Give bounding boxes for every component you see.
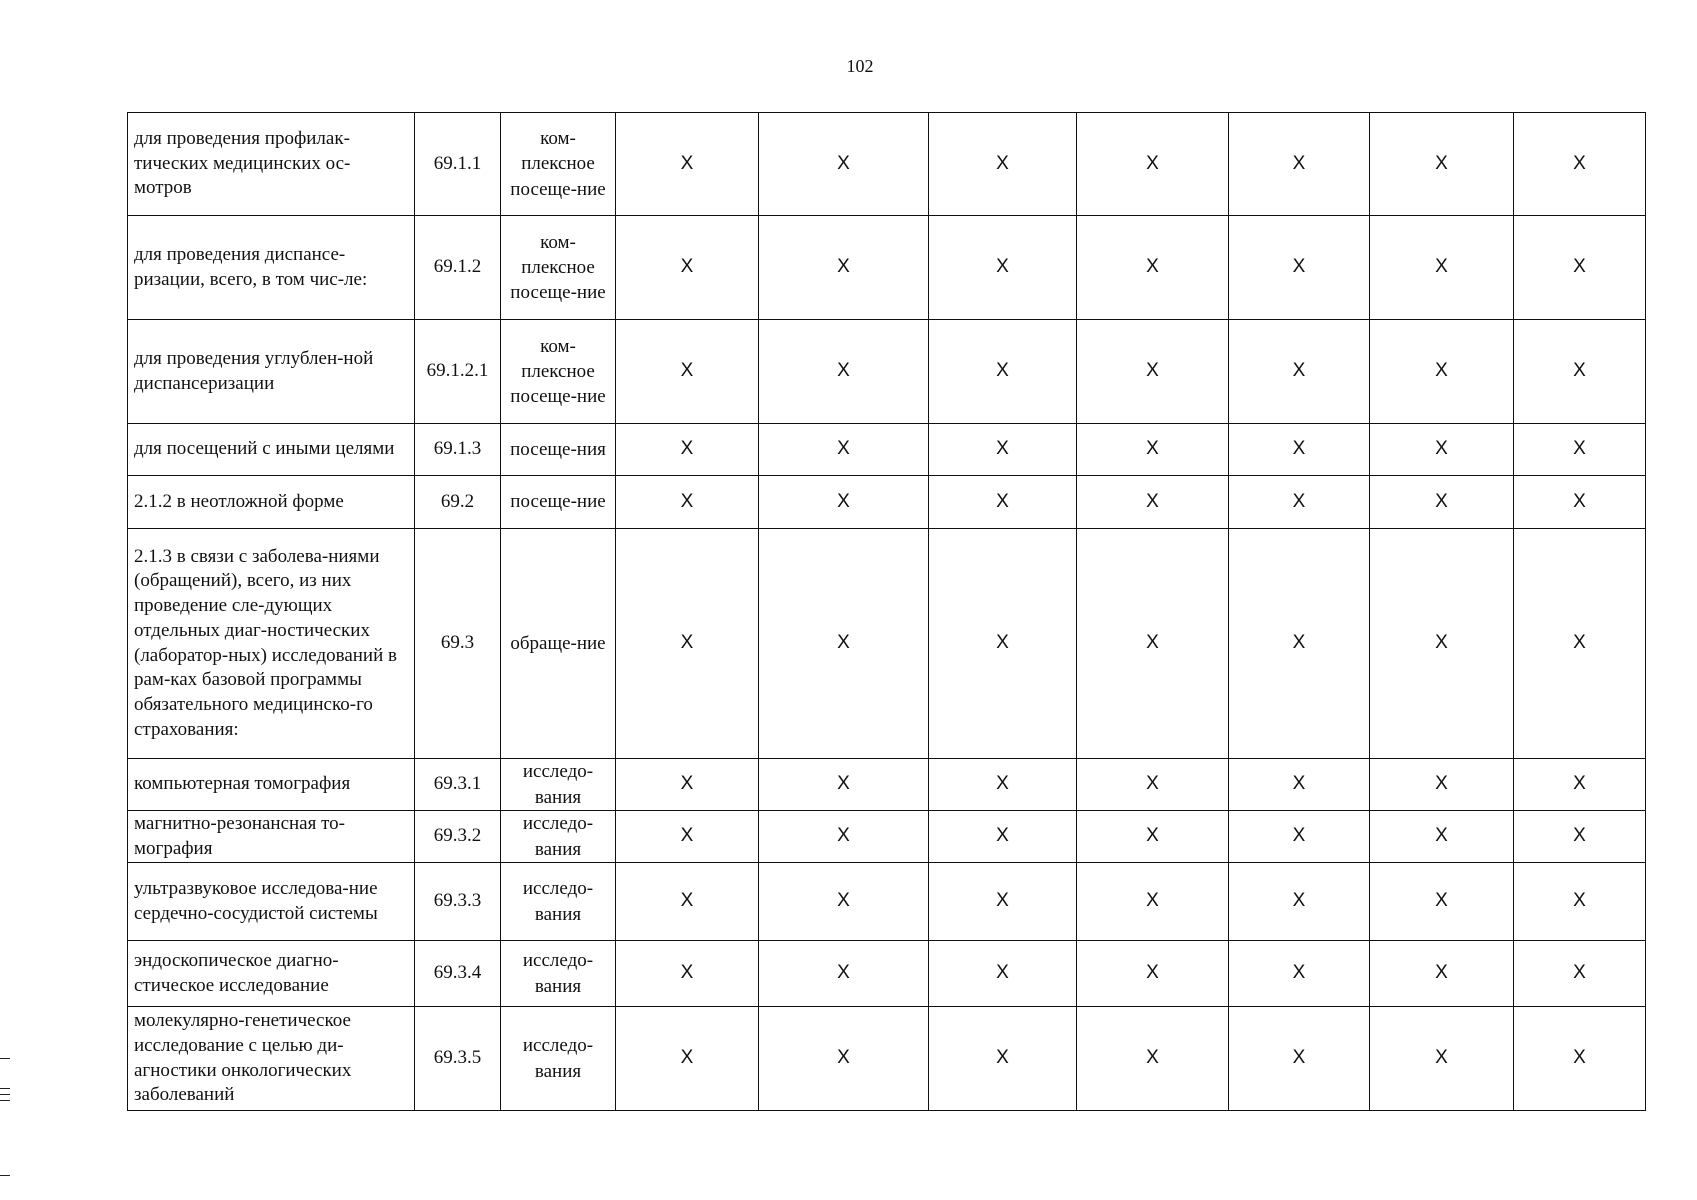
row-code: 69.3.3 (415, 863, 501, 941)
x-mark-cell: Х (616, 424, 759, 476)
x-mark-cell: Х (1229, 113, 1370, 216)
x-mark-cell: Х (1370, 476, 1514, 529)
x-mark-cell: Х (1514, 476, 1646, 529)
table-row (128, 811, 1646, 863)
x-mark-cell: Х (1229, 476, 1370, 529)
x-mark-cell: Х (616, 759, 759, 811)
row-code: 69.1.2 (415, 216, 501, 320)
x-mark-cell: Х (616, 320, 759, 424)
x-mark-cell: Х (759, 113, 929, 216)
x-mark-cell: Х (759, 863, 929, 941)
x-mark-cell: Х (616, 1007, 759, 1111)
x-mark-cell: Х (616, 529, 759, 759)
x-mark-cell: Х (1514, 1007, 1646, 1111)
row-unit: исследо-вания (501, 811, 616, 863)
row-code: 69.1.2.1 (415, 320, 501, 424)
x-mark-cell: Х (1229, 529, 1370, 759)
table-row (128, 529, 1646, 759)
table-row (128, 941, 1646, 1007)
x-mark-cell: Х (1077, 529, 1229, 759)
x-mark-cell: Х (929, 529, 1077, 759)
margin-scan-mark (0, 1094, 10, 1095)
x-mark-cell: Х (759, 529, 929, 759)
margin-scan-mark (0, 1100, 10, 1101)
row-code: 69.1.3 (415, 424, 501, 476)
x-mark-cell: Х (759, 811, 929, 863)
x-mark-cell: Х (1370, 424, 1514, 476)
data-table (127, 112, 1646, 1111)
table-row (128, 216, 1646, 320)
row-code: 69.1.1 (415, 113, 501, 216)
x-mark-cell: Х (616, 863, 759, 941)
row-code: 69.2 (415, 476, 501, 529)
x-mark-cell: Х (1229, 216, 1370, 320)
row-name: молекулярно-генетическое исследование с целью ди-агностики онкологических заболеваний (128, 1007, 415, 1111)
x-mark-cell: Х (1077, 1007, 1229, 1111)
x-mark-cell: Х (1229, 759, 1370, 811)
x-mark-cell: Х (1370, 863, 1514, 941)
row-unit: посеще-ние (501, 476, 616, 529)
row-code: 69.3.5 (415, 1007, 501, 1111)
row-name: для проведения профилак-тических медицинских ос-мотров (128, 113, 415, 216)
x-mark-cell: Х (1077, 759, 1229, 811)
x-mark-cell: Х (1229, 863, 1370, 941)
x-mark-cell: Х (1514, 320, 1646, 424)
row-code: 69.3.2 (415, 811, 501, 863)
x-mark-cell: Х (1370, 811, 1514, 863)
row-code: 69.3.4 (415, 941, 501, 1007)
x-mark-cell: Х (929, 811, 1077, 863)
row-unit: ком-плексное посеще-ние (501, 113, 616, 216)
row-code: 69.3.1 (415, 759, 501, 811)
x-mark-cell: Х (1077, 113, 1229, 216)
x-mark-cell: Х (929, 424, 1077, 476)
x-mark-cell: Х (929, 113, 1077, 216)
margin-scan-mark (0, 1175, 10, 1176)
row-unit: исследо-вания (501, 941, 616, 1007)
row-name: эндоскопическое диагно-стическое исследование (128, 941, 415, 1007)
x-mark-cell: Х (759, 320, 929, 424)
x-mark-cell: Х (1077, 320, 1229, 424)
x-mark-cell: Х (1514, 424, 1646, 476)
x-mark-cell: Х (1077, 941, 1229, 1007)
row-unit: исследо-вания (501, 1007, 616, 1111)
row-unit: обраще-ние (501, 529, 616, 759)
row-name: 2.1.2 в неотложной форме (128, 476, 415, 529)
x-mark-cell: Х (1370, 1007, 1514, 1111)
x-mark-cell: Х (1514, 113, 1646, 216)
row-unit: посеще-ния (501, 424, 616, 476)
row-unit: исследо-вания (501, 759, 616, 811)
table-row (128, 476, 1646, 529)
table-row (128, 759, 1646, 811)
x-mark-cell: Х (616, 811, 759, 863)
x-mark-cell: Х (1514, 216, 1646, 320)
x-mark-cell: Х (1077, 216, 1229, 320)
table-row (128, 863, 1646, 941)
x-mark-cell: Х (1077, 424, 1229, 476)
x-mark-cell: Х (1514, 811, 1646, 863)
x-mark-cell: Х (929, 476, 1077, 529)
row-name: компьютерная томография (128, 759, 415, 811)
x-mark-cell: Х (929, 216, 1077, 320)
x-mark-cell: Х (1370, 320, 1514, 424)
x-mark-cell: Х (1514, 759, 1646, 811)
x-mark-cell: Х (759, 216, 929, 320)
table-row (128, 320, 1646, 424)
table-body (128, 113, 1646, 1111)
x-mark-cell: Х (1229, 1007, 1370, 1111)
row-name: ультразвуковое исследова-ние сердечно-сосудистой системы (128, 863, 415, 941)
row-unit: ком-плексное посеще-ние (501, 320, 616, 424)
x-mark-cell: Х (1077, 476, 1229, 529)
row-name: магнитно-резонансная то-мография (128, 811, 415, 863)
row-unit: ком-плексное посеще-ние (501, 216, 616, 320)
row-unit: исследо-вания (501, 863, 616, 941)
row-name: для посещений с иными целями (128, 424, 415, 476)
x-mark-cell: Х (1229, 941, 1370, 1007)
table-row (128, 424, 1646, 476)
x-mark-cell: Х (759, 759, 929, 811)
x-mark-cell: Х (929, 759, 1077, 811)
margin-scan-mark (0, 1088, 10, 1089)
x-mark-cell: Х (1229, 424, 1370, 476)
x-mark-cell: Х (616, 216, 759, 320)
x-mark-cell: Х (1077, 863, 1229, 941)
x-mark-cell: Х (759, 476, 929, 529)
table-row (128, 1007, 1646, 1111)
x-mark-cell: Х (1514, 529, 1646, 759)
x-mark-cell: Х (759, 424, 929, 476)
row-name: для проведения углублен-ной диспансеризации (128, 320, 415, 424)
x-mark-cell: Х (616, 113, 759, 216)
x-mark-cell: Х (1370, 759, 1514, 811)
x-mark-cell: Х (616, 476, 759, 529)
margin-scan-mark (0, 1058, 10, 1059)
x-mark-cell: Х (929, 863, 1077, 941)
x-mark-cell: Х (759, 941, 929, 1007)
x-mark-cell: Х (616, 941, 759, 1007)
x-mark-cell: Х (929, 941, 1077, 1007)
row-name: для проведения диспансе-ризации, всего, в том чис-ле: (128, 216, 415, 320)
x-mark-cell: Х (929, 1007, 1077, 1111)
page-number: 102 (846, 56, 874, 76)
x-mark-cell: Х (1370, 216, 1514, 320)
x-mark-cell: Х (1229, 320, 1370, 424)
x-mark-cell: Х (1229, 811, 1370, 863)
table-row (128, 113, 1646, 216)
row-code: 69.3 (415, 529, 501, 759)
x-mark-cell: Х (929, 320, 1077, 424)
x-mark-cell: Х (1370, 529, 1514, 759)
x-mark-cell: Х (1077, 811, 1229, 863)
x-mark-cell: Х (1514, 863, 1646, 941)
x-mark-cell: Х (1514, 941, 1646, 1007)
x-mark-cell: Х (1370, 113, 1514, 216)
x-mark-cell: Х (759, 1007, 929, 1111)
row-name: 2.1.3 в связи с заболева-ниями (обращений), всего, из них проведение сле-дующих отдельных диаг-ностических (лаборатор-ных) исследований в рам-ках базовой программы обязательного медицинско-го страхования: (128, 529, 415, 759)
x-mark-cell: Х (1370, 941, 1514, 1007)
